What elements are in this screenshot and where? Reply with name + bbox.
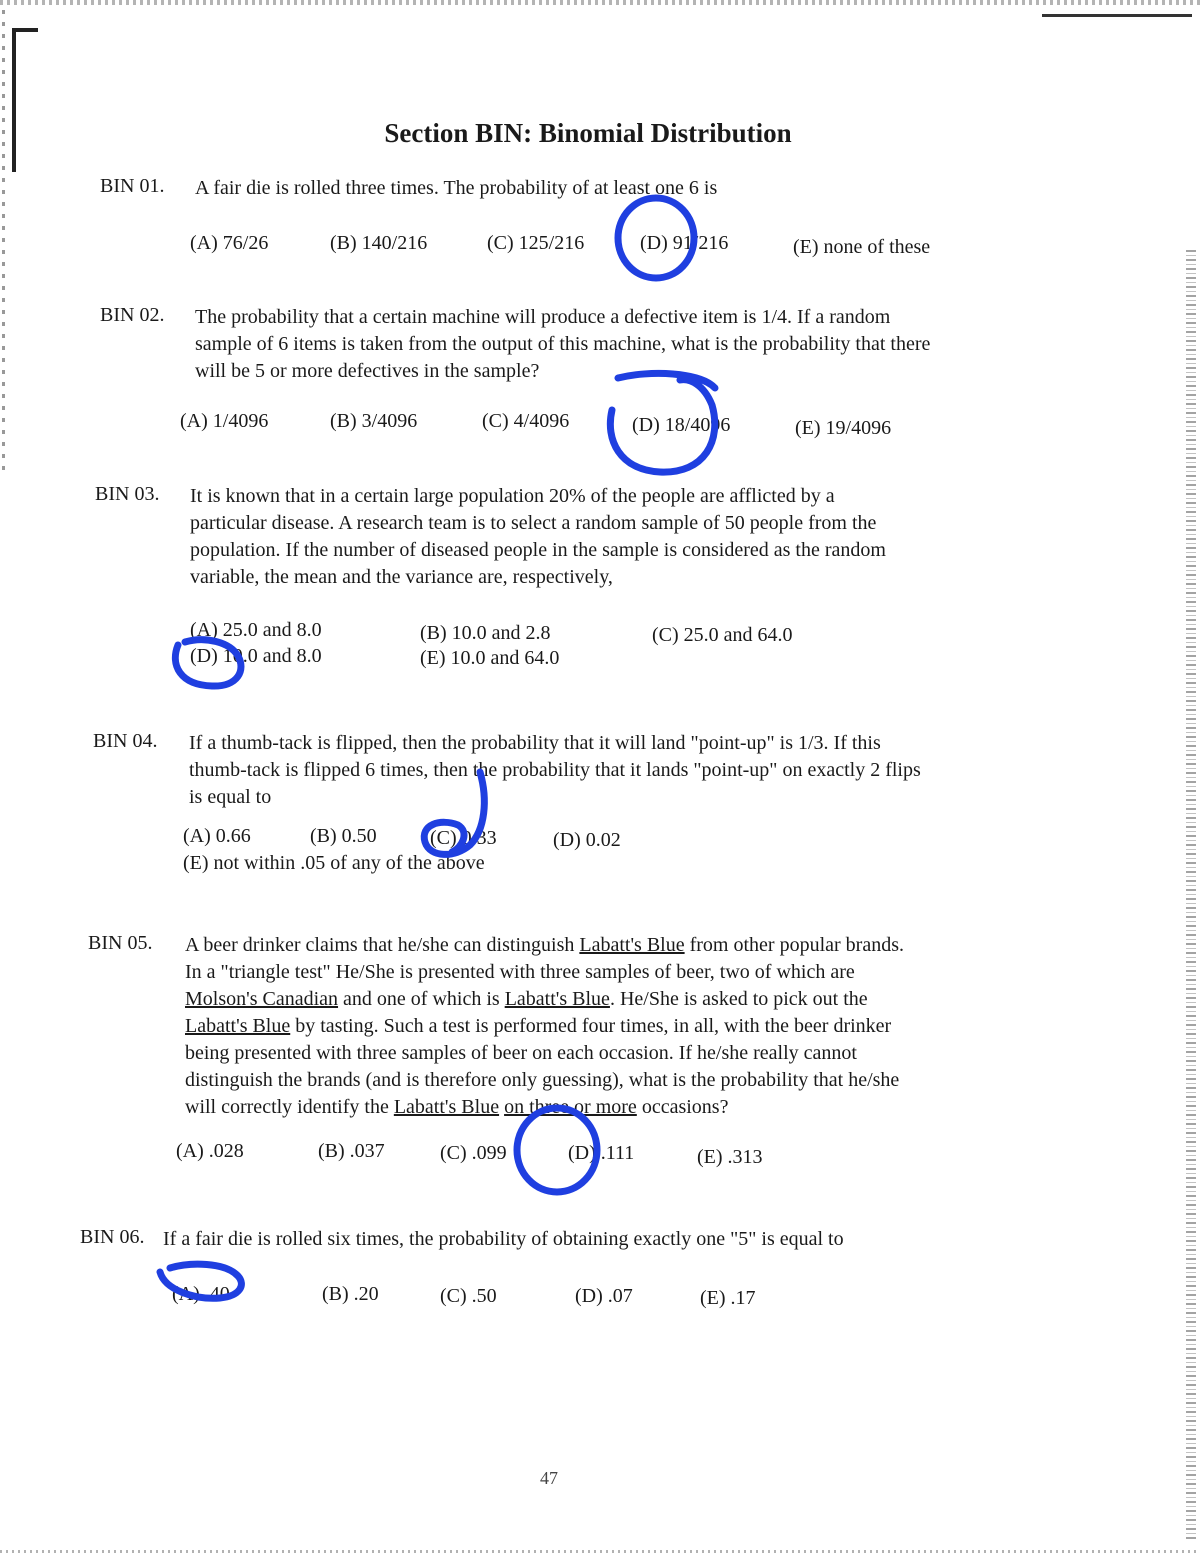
stem-line: A beer drinker claims that he/she can distinguish Labatt's Blue from other popular brands. bbox=[185, 934, 904, 956]
stem-line: will correctly identify the Labatt's Blue on three or more occasions? bbox=[185, 1096, 729, 1118]
option-d: (D) .07 bbox=[575, 1285, 633, 1307]
option-e: (E) not within .05 of any of the above bbox=[183, 852, 485, 874]
stem-line: A fair die is rolled three times. The probability of at least one 6 is bbox=[195, 177, 718, 199]
option-a: (A) .40 bbox=[172, 1283, 230, 1305]
option-e: (E) 10.0 and 64.0 bbox=[420, 647, 560, 669]
scan-edge-left bbox=[2, 10, 5, 470]
option-c: (C) 0.33 bbox=[430, 827, 497, 849]
option-c: (C) .099 bbox=[440, 1142, 507, 1164]
question-stem bbox=[195, 175, 717, 202]
option-c: (C) 4/4096 bbox=[482, 410, 570, 432]
stem-line: will be 5 or more defectives in the sample? bbox=[195, 360, 540, 382]
option-b: (B) 0.50 bbox=[310, 825, 377, 847]
stem-line: The probability that a certain machine will produce a defective item is 1/4. If a random bbox=[195, 306, 891, 328]
page-number: 47 bbox=[540, 1468, 558, 1488]
option-a: (A) .028 bbox=[176, 1140, 244, 1162]
option-e: (E) 19/4096 bbox=[795, 417, 892, 439]
scan-mark-top-right bbox=[1042, 14, 1192, 17]
option-d: (D) 91/216 bbox=[640, 232, 729, 254]
stem-line: population. If the number of diseased people in the sample is considered as the random bbox=[190, 539, 886, 561]
option-e: (E) .17 bbox=[700, 1287, 756, 1309]
option-e: (E) .313 bbox=[697, 1146, 763, 1168]
question-stem bbox=[163, 1226, 844, 1253]
scan-edge-right bbox=[1186, 250, 1196, 1540]
stem-line: thumb-tack is flipped 6 times, then the probability that it lands "point-up" on exactly 2 flips bbox=[189, 759, 921, 781]
question-stem bbox=[195, 304, 930, 385]
option-b: (B) 140/216 bbox=[330, 232, 428, 254]
option-b: (B) 10.0 and 2.8 bbox=[420, 622, 551, 644]
stem-line: Labatt's Blue by tasting. Such a test is performed four times, in all, with the beer drinker bbox=[185, 1015, 892, 1037]
question-stem bbox=[185, 932, 904, 1121]
stem-line: particular disease. A research team is to select a random sample of 50 people from the bbox=[190, 512, 877, 534]
question-stem bbox=[190, 483, 886, 591]
stem-line: If a fair die is rolled six times, the probability of obtaining exactly one "5" is equal to bbox=[163, 1228, 844, 1250]
stem-line: It is known that in a certain large population 20% of the people are afflicted by a bbox=[190, 485, 835, 507]
question-number: BIN 04. bbox=[93, 730, 158, 752]
stem-line: is equal to bbox=[189, 786, 272, 808]
option-c: (C) 25.0 and 64.0 bbox=[652, 624, 793, 646]
question-number: BIN 05. bbox=[88, 932, 153, 954]
section-title: Section BIN: Binomial Distribution bbox=[384, 118, 792, 148]
question-number: BIN 02. bbox=[100, 304, 165, 326]
option-d: (D) .111 bbox=[568, 1142, 635, 1164]
option-c: (C) .50 bbox=[440, 1285, 497, 1307]
option-a: (A) 76/26 bbox=[190, 232, 269, 254]
stem-line: being presented with three samples of beer on each occasion. If he/she really cannot bbox=[185, 1042, 857, 1064]
stem-line: Molson's Canadian and one of which is Labatt's Blue. He/She is asked to pick out the bbox=[185, 988, 868, 1010]
option-a: (A) 1/4096 bbox=[180, 410, 269, 432]
stem-line: variable, the mean and the variance are, respectively, bbox=[190, 566, 613, 588]
option-d: (D) 0.02 bbox=[553, 829, 621, 851]
stem-line: In a "triangle test" He/She is presented with three samples of beer, two of which are bbox=[185, 961, 855, 983]
stem-line: distinguish the brands (and is therefore only guessing), what is the probability that he/she bbox=[185, 1069, 900, 1091]
option-b: (B) .037 bbox=[318, 1140, 385, 1162]
option-b: (B) .20 bbox=[322, 1283, 379, 1305]
stem-line: If a thumb-tack is flipped, then the probability that it will land "point-up" is 1/3. If this bbox=[189, 732, 881, 754]
option-e: (E) none of these bbox=[793, 236, 931, 258]
option-b: (B) 3/4096 bbox=[330, 410, 418, 432]
question-number: BIN 01. bbox=[100, 175, 165, 197]
option-a: (A) 25.0 and 8.0 bbox=[190, 619, 322, 641]
option-d: (D) 10.0 and 8.0 bbox=[190, 645, 322, 667]
option-d: (D) 18/4096 bbox=[632, 414, 731, 436]
question-number: BIN 03. bbox=[95, 483, 160, 505]
question-stem bbox=[189, 730, 921, 811]
option-a: (A) 0.66 bbox=[183, 825, 251, 847]
stem-line: sample of 6 items is taken from the output of this machine, what is the probability that there bbox=[195, 333, 931, 355]
scan-edge-top bbox=[0, 0, 1200, 5]
question-number: BIN 06. bbox=[80, 1226, 145, 1248]
scan-corner-mark bbox=[12, 28, 38, 172]
option-c: (C) 125/216 bbox=[487, 232, 585, 254]
